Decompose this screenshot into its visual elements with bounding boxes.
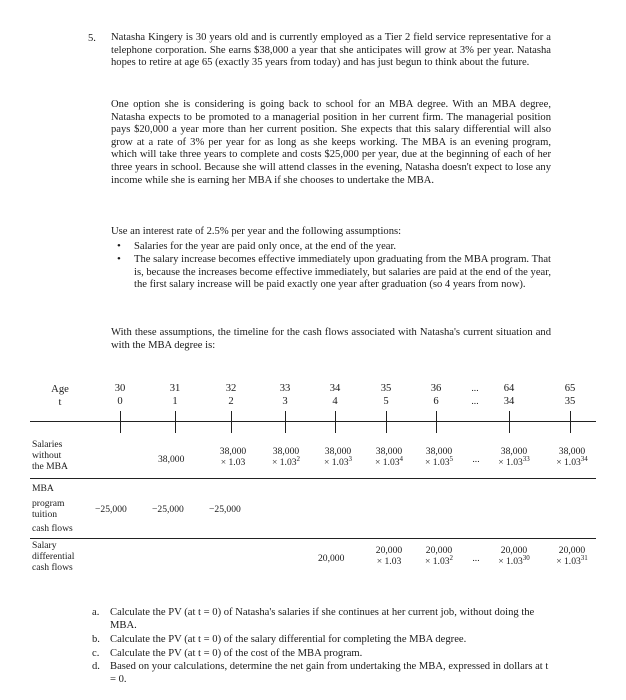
age-31: 31 bbox=[169, 383, 181, 394]
tick bbox=[120, 411, 121, 433]
assumptions-intro: Use an interest rate of 2.5% per year and the following assumptions: bbox=[111, 226, 402, 237]
time-5: 5 bbox=[383, 396, 389, 407]
timeline-intro: With these assumptions, the timeline for the cash flows associated with Natasha's current situation and with the MBA degree is: bbox=[111, 327, 551, 351]
tick bbox=[570, 411, 571, 433]
assumption-1: Salaries for the year are paid only once, at the end of the year. bbox=[134, 241, 397, 252]
time-34: 34 bbox=[503, 396, 515, 407]
ellipsis: ... bbox=[472, 553, 480, 564]
bullet-icon: • bbox=[117, 253, 121, 265]
question-d: Based on your calculations, determine the net gain from undertaking the MBA, expressed in dollars at t = 0. bbox=[110, 661, 549, 685]
salary-year-2: 38,000 × 1.03 bbox=[219, 446, 247, 468]
age-36: 36 bbox=[430, 383, 442, 394]
question-letter: d. bbox=[92, 661, 100, 672]
salary-year-4: 38,000 × $1.03^3$ bbox=[323, 446, 353, 468]
age-34: 34 bbox=[329, 383, 341, 394]
question-a: Calculate the PV (at t = 0) of Natasha's salaries if she continues at her current job, without doing the MBA. bbox=[110, 607, 535, 631]
problem-number: 5. bbox=[88, 33, 96, 44]
intro-paragraph: Natasha Kingery is 30 years old and is currently employed as a Tier 2 field service representative for a telephone corporation. She earns $38,000 a year that she anticipates will grow at 3% per year. Natasha hopes to retire at age 65 (exactly 35 years from today) and has just begun to think about the future. bbox=[111, 32, 551, 69]
time-4: 4 bbox=[332, 396, 338, 407]
tuition-year-2: −25,000 bbox=[209, 504, 241, 515]
age-35: 35 bbox=[380, 383, 392, 394]
salary-year-1: 38,000 bbox=[158, 454, 185, 465]
ellipsis: ... bbox=[471, 396, 479, 407]
time-2: 2 bbox=[228, 396, 234, 407]
time-1: 1 bbox=[172, 396, 178, 407]
salary-year-35: 38,000 × $1.03^{34}$ bbox=[556, 446, 588, 468]
ellipsis: ... bbox=[472, 454, 480, 465]
tick bbox=[335, 411, 336, 433]
timeline-axis bbox=[30, 421, 596, 422]
row-divider bbox=[30, 478, 596, 479]
bullet-icon: • bbox=[117, 240, 121, 252]
differential-year-34: 20,000 × $1.03^{30}$ bbox=[498, 545, 530, 567]
age-label: Age bbox=[51, 384, 69, 395]
age-30: 30 bbox=[114, 383, 126, 394]
tick bbox=[436, 411, 437, 433]
age-64: 64 bbox=[503, 383, 515, 394]
differential-year-5: 20,000 × 1.03 bbox=[375, 545, 403, 567]
differential-year-4: 20,000 bbox=[318, 553, 345, 564]
question-c: Calculate the PV (at t = 0) of the cost of the MBA program. bbox=[110, 648, 363, 659]
salary-year-5: 38,000 × $1.03^4$ bbox=[374, 446, 404, 468]
mba-option-paragraph: One option she is considering is going back to school for an MBA degree. With an MBA degree, Natasha expects to be promoted to a managerial position in her current firm. The managerial position pays $20,000 a year more than her current position. She expects that this salary differential will also grow at a rate of 3% per year for as long as she keeps working. The MBA is an evening program, which will take three years to complete and costs $25,000 per year, due at the beginning of each of her three years in school. Because she will attend classes in the evening, Natasha doesn't expect to lose any income while she is earning her MBA if she chooses to undertake the MBA. bbox=[111, 99, 551, 186]
tuition-year-1: −25,000 bbox=[152, 504, 184, 515]
differential-row-label: Salary differential cash flows bbox=[32, 540, 75, 573]
tick bbox=[509, 411, 510, 433]
salaries-row-label: Salaries without the MBA bbox=[32, 439, 68, 472]
t-label: t bbox=[58, 397, 62, 408]
time-0: 0 bbox=[117, 396, 123, 407]
age-65: 65 bbox=[564, 383, 576, 394]
assumption-2: The salary increase becomes effective immediately upon graduating from the MBA program. That is, because the increases become effective immediately, but salaries are paid at the end of the year, the first salary increase will be paid exactly one year after graduation (so 4 years from now). bbox=[134, 254, 551, 291]
age-33: 33 bbox=[279, 383, 291, 394]
tick bbox=[175, 411, 176, 433]
salary-year-3: 38,000 × $1.03^2$ bbox=[271, 446, 301, 468]
differential-year-6: 20,000 × $1.03^2$ bbox=[424, 545, 454, 567]
tick bbox=[285, 411, 286, 433]
time-35: 35 bbox=[564, 396, 576, 407]
salary-year-6: 38,000 × $1.03^5$ bbox=[424, 446, 454, 468]
time-3: 3 bbox=[282, 396, 288, 407]
differential-year-35: 20,000 × $1.03^{31}$ bbox=[556, 545, 588, 567]
ellipsis: ... bbox=[471, 383, 479, 394]
tuition-year-0: −25,000 bbox=[95, 504, 127, 515]
question-letter: b. bbox=[92, 634, 100, 645]
question-letter: a. bbox=[92, 607, 100, 618]
time-6: 6 bbox=[433, 396, 439, 407]
row-divider bbox=[30, 538, 596, 539]
tick bbox=[231, 411, 232, 433]
question-b: Calculate the PV (at t = 0) of the salary differential for completing the MBA degree. bbox=[110, 634, 467, 645]
age-32: 32 bbox=[225, 383, 237, 394]
salary-year-34: 38,000 × $1.03^{33}$ bbox=[498, 446, 530, 468]
tuition-row-label: MBA program tuition cash flows bbox=[32, 483, 73, 534]
question-letter: c. bbox=[92, 648, 100, 659]
tick bbox=[386, 411, 387, 433]
